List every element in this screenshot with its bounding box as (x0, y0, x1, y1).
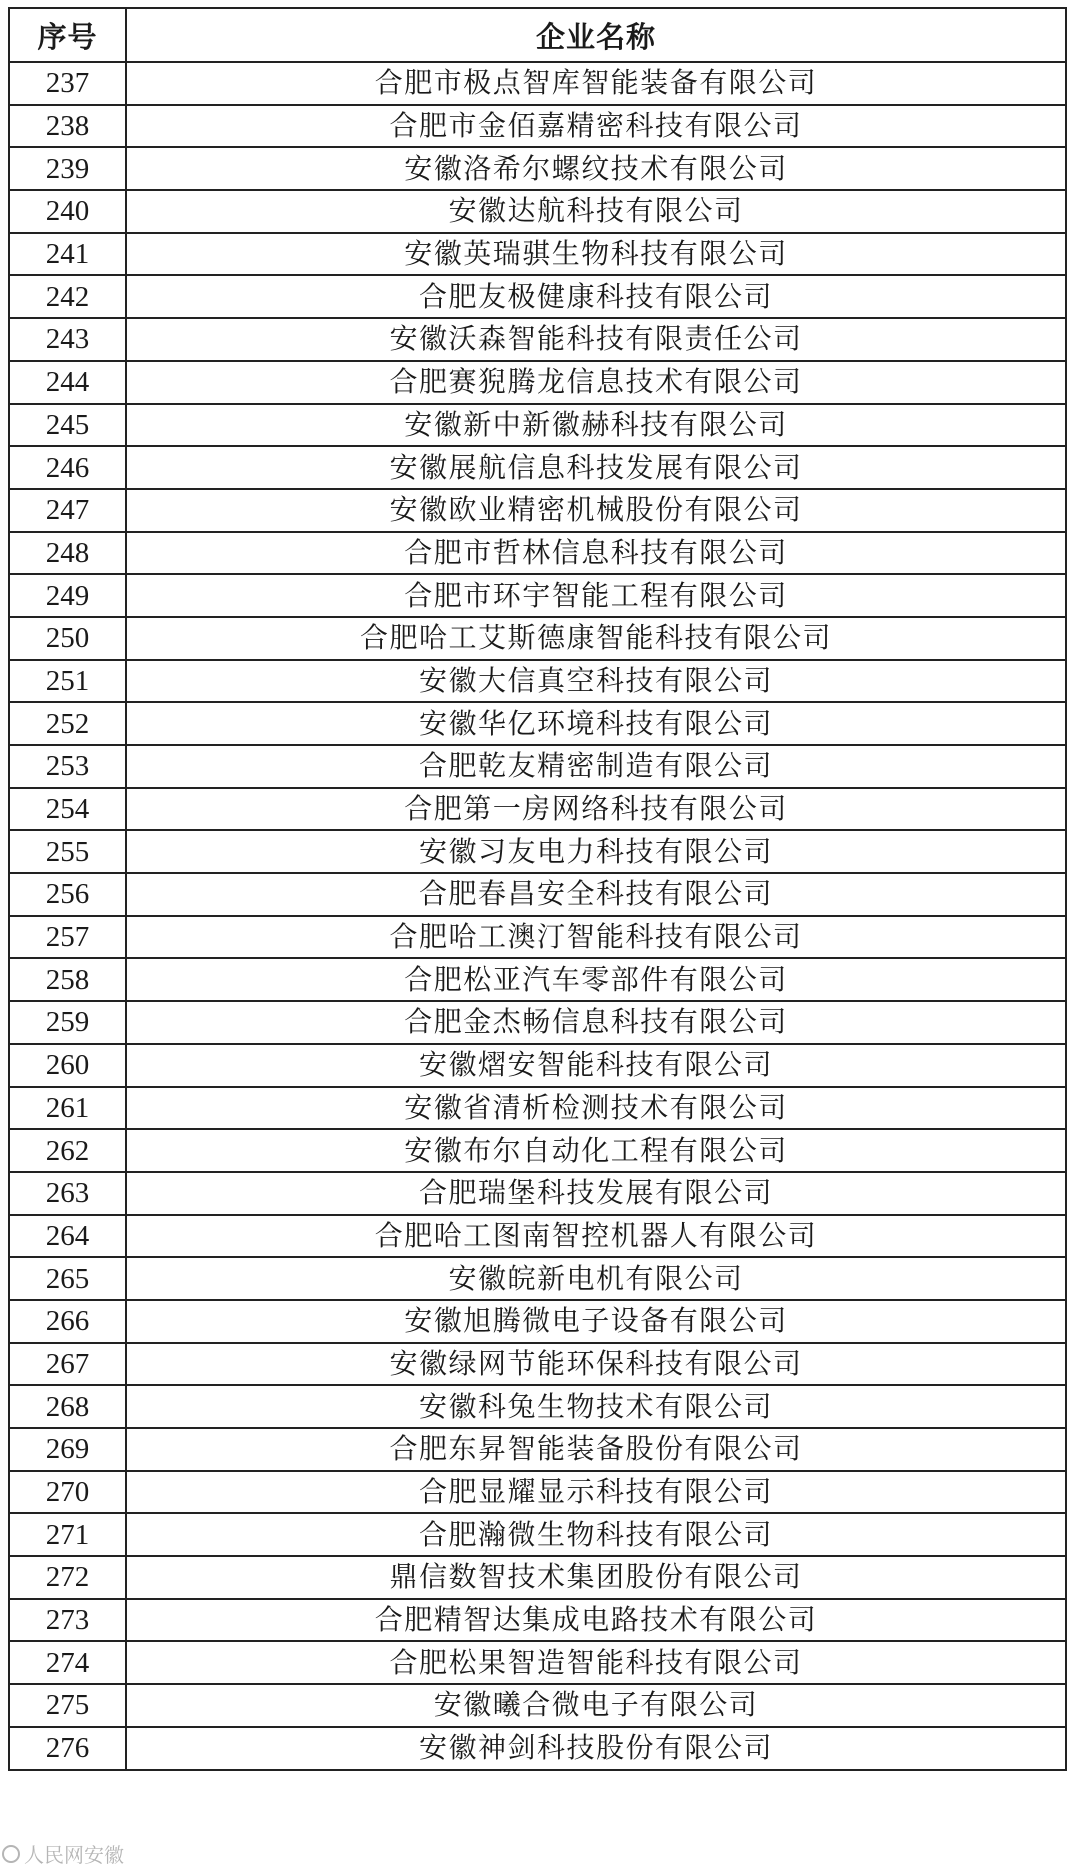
company-table (8, 7, 1067, 1771)
row-company-name: 合肥显耀显示科技有限公司 (126, 1471, 1066, 1514)
table-row (9, 1087, 1066, 1130)
table-row (9, 873, 1066, 916)
table-row (9, 1428, 1066, 1471)
row-company-name: 安徽习友电力科技有限公司 (126, 830, 1066, 873)
row-serial-number: 238 (9, 105, 126, 148)
table-row (9, 190, 1066, 233)
row-company-name: 合肥瑞堡科技发展有限公司 (126, 1172, 1066, 1215)
table-row (9, 1684, 1066, 1727)
table-row (9, 532, 1066, 575)
row-company-name: 合肥市金佰嘉精密科技有限公司 (126, 105, 1066, 148)
row-serial-number: 242 (9, 275, 126, 318)
row-serial-number: 262 (9, 1129, 126, 1172)
table-row (9, 361, 1066, 404)
table-row (9, 1044, 1066, 1087)
table-row (9, 404, 1066, 447)
row-company-name: 合肥瀚微生物科技有限公司 (126, 1513, 1066, 1556)
row-serial-number: 247 (9, 489, 126, 532)
row-company-name: 合肥赛猊腾龙信息技术有限公司 (126, 361, 1066, 404)
row-serial-number: 260 (9, 1044, 126, 1087)
table-row (9, 1001, 1066, 1044)
row-serial-number: 272 (9, 1556, 126, 1599)
row-serial-number: 250 (9, 617, 126, 660)
row-company-name: 安徽欧业精密机械股份有限公司 (126, 489, 1066, 532)
row-serial-number: 255 (9, 830, 126, 873)
row-company-name: 合肥市哲林信息科技有限公司 (126, 532, 1066, 575)
row-serial-number: 258 (9, 958, 126, 1001)
row-company-name: 合肥哈工澳汀智能科技有限公司 (126, 916, 1066, 959)
row-serial-number: 254 (9, 788, 126, 831)
row-company-name: 合肥春昌安全科技有限公司 (126, 873, 1066, 916)
row-company-name: 安徽旭腾微电子设备有限公司 (126, 1300, 1066, 1343)
row-company-name: 安徽绿网节能环保科技有限公司 (126, 1343, 1066, 1386)
row-company-name: 合肥市环宇智能工程有限公司 (126, 574, 1066, 617)
table-row (9, 233, 1066, 276)
table-row (9, 745, 1066, 788)
table-row (9, 1215, 1066, 1258)
row-serial-number: 266 (9, 1300, 126, 1343)
row-serial-number: 249 (9, 574, 126, 617)
header-company-name: 企业名称 (126, 8, 1066, 62)
table-row (9, 62, 1066, 105)
table-row (9, 1727, 1066, 1770)
table-row (9, 446, 1066, 489)
table-row (9, 275, 1066, 318)
row-company-name: 安徽熠安智能科技有限公司 (126, 1044, 1066, 1087)
row-serial-number: 269 (9, 1428, 126, 1471)
row-serial-number: 245 (9, 404, 126, 447)
row-company-name: 安徽省清析检测技术有限公司 (126, 1087, 1066, 1130)
row-serial-number: 270 (9, 1471, 126, 1514)
row-serial-number: 268 (9, 1385, 126, 1428)
row-company-name: 合肥友极健康科技有限公司 (126, 275, 1066, 318)
row-company-name: 合肥市极点智库智能装备有限公司 (126, 62, 1066, 105)
row-serial-number: 237 (9, 62, 126, 105)
table-row (9, 1300, 1066, 1343)
row-company-name: 合肥哈工艾斯德康智能科技有限公司 (126, 617, 1066, 660)
row-serial-number: 264 (9, 1215, 126, 1258)
table-row (9, 1513, 1066, 1556)
table-body (9, 62, 1066, 1770)
row-serial-number: 248 (9, 532, 126, 575)
table-row (9, 574, 1066, 617)
header-serial-number: 序号 (9, 8, 126, 62)
table-row (9, 1343, 1066, 1386)
table-row (9, 489, 1066, 532)
row-serial-number: 251 (9, 660, 126, 703)
row-company-name: 安徽大信真空科技有限公司 (126, 660, 1066, 703)
table-row (9, 1471, 1066, 1514)
row-serial-number: 263 (9, 1172, 126, 1215)
row-serial-number: 276 (9, 1727, 126, 1770)
table-row (9, 617, 1066, 660)
row-company-name: 合肥金杰畅信息科技有限公司 (126, 1001, 1066, 1044)
table-row (9, 1257, 1066, 1300)
table-row (9, 147, 1066, 190)
row-serial-number: 274 (9, 1641, 126, 1684)
watermark (2, 1839, 124, 1868)
row-company-name: 安徽洛希尔螺纹技术有限公司 (126, 147, 1066, 190)
row-company-name: 安徽新中新徽赫科技有限公司 (126, 404, 1066, 447)
row-company-name: 安徽曦合微电子有限公司 (126, 1684, 1066, 1727)
table-row (9, 660, 1066, 703)
row-serial-number: 240 (9, 190, 126, 233)
row-serial-number: 271 (9, 1513, 126, 1556)
row-serial-number: 273 (9, 1599, 126, 1642)
row-company-name: 安徽英瑞骐生物科技有限公司 (126, 233, 1066, 276)
row-serial-number: 239 (9, 147, 126, 190)
row-serial-number: 275 (9, 1684, 126, 1727)
circle-logo-icon (2, 1845, 20, 1863)
row-serial-number: 267 (9, 1343, 126, 1386)
row-serial-number: 257 (9, 916, 126, 959)
table-row (9, 1172, 1066, 1215)
row-company-name: 鼎信数智技术集团股份有限公司 (126, 1556, 1066, 1599)
watermark-text: 人民网安徽 (24, 1843, 124, 1867)
table-row (9, 788, 1066, 831)
table-header-row (9, 8, 1066, 62)
row-company-name: 安徽科兔生物技术有限公司 (126, 1385, 1066, 1428)
row-company-name: 安徽布尔自动化工程有限公司 (126, 1129, 1066, 1172)
table-row (9, 916, 1066, 959)
table-row (9, 1556, 1066, 1599)
table-row (9, 318, 1066, 361)
row-serial-number: 252 (9, 702, 126, 745)
table-row (9, 830, 1066, 873)
table-row (9, 1129, 1066, 1172)
row-serial-number: 259 (9, 1001, 126, 1044)
table-row (9, 702, 1066, 745)
table-row (9, 1385, 1066, 1428)
row-company-name: 合肥乾友精密制造有限公司 (126, 745, 1066, 788)
row-company-name: 安徽沃森智能科技有限责任公司 (126, 318, 1066, 361)
row-company-name: 合肥精智达集成电路技术有限公司 (126, 1599, 1066, 1642)
row-company-name: 安徽华亿环境科技有限公司 (126, 702, 1066, 745)
row-serial-number: 261 (9, 1087, 126, 1130)
row-serial-number: 265 (9, 1257, 126, 1300)
row-company-name: 合肥哈工图南智控机器人有限公司 (126, 1215, 1066, 1258)
row-serial-number: 253 (9, 745, 126, 788)
row-serial-number: 241 (9, 233, 126, 276)
row-serial-number: 243 (9, 318, 126, 361)
row-company-name: 安徽展航信息科技发展有限公司 (126, 446, 1066, 489)
table-row (9, 1641, 1066, 1684)
row-serial-number: 256 (9, 873, 126, 916)
company-list-sheet (8, 7, 1065, 1771)
table-row (9, 958, 1066, 1001)
row-company-name: 合肥第一房网络科技有限公司 (126, 788, 1066, 831)
row-company-name: 安徽皖新电机有限公司 (126, 1257, 1066, 1300)
row-company-name: 合肥松果智造智能科技有限公司 (126, 1641, 1066, 1684)
table-row (9, 1599, 1066, 1642)
row-serial-number: 244 (9, 361, 126, 404)
row-company-name: 安徽达航科技有限公司 (126, 190, 1066, 233)
row-company-name: 合肥松亚汽车零部件有限公司 (126, 958, 1066, 1001)
row-company-name: 合肥东昇智能装备股份有限公司 (126, 1428, 1066, 1471)
row-company-name: 安徽神剑科技股份有限公司 (126, 1727, 1066, 1770)
table-row (9, 105, 1066, 148)
row-serial-number: 246 (9, 446, 126, 489)
